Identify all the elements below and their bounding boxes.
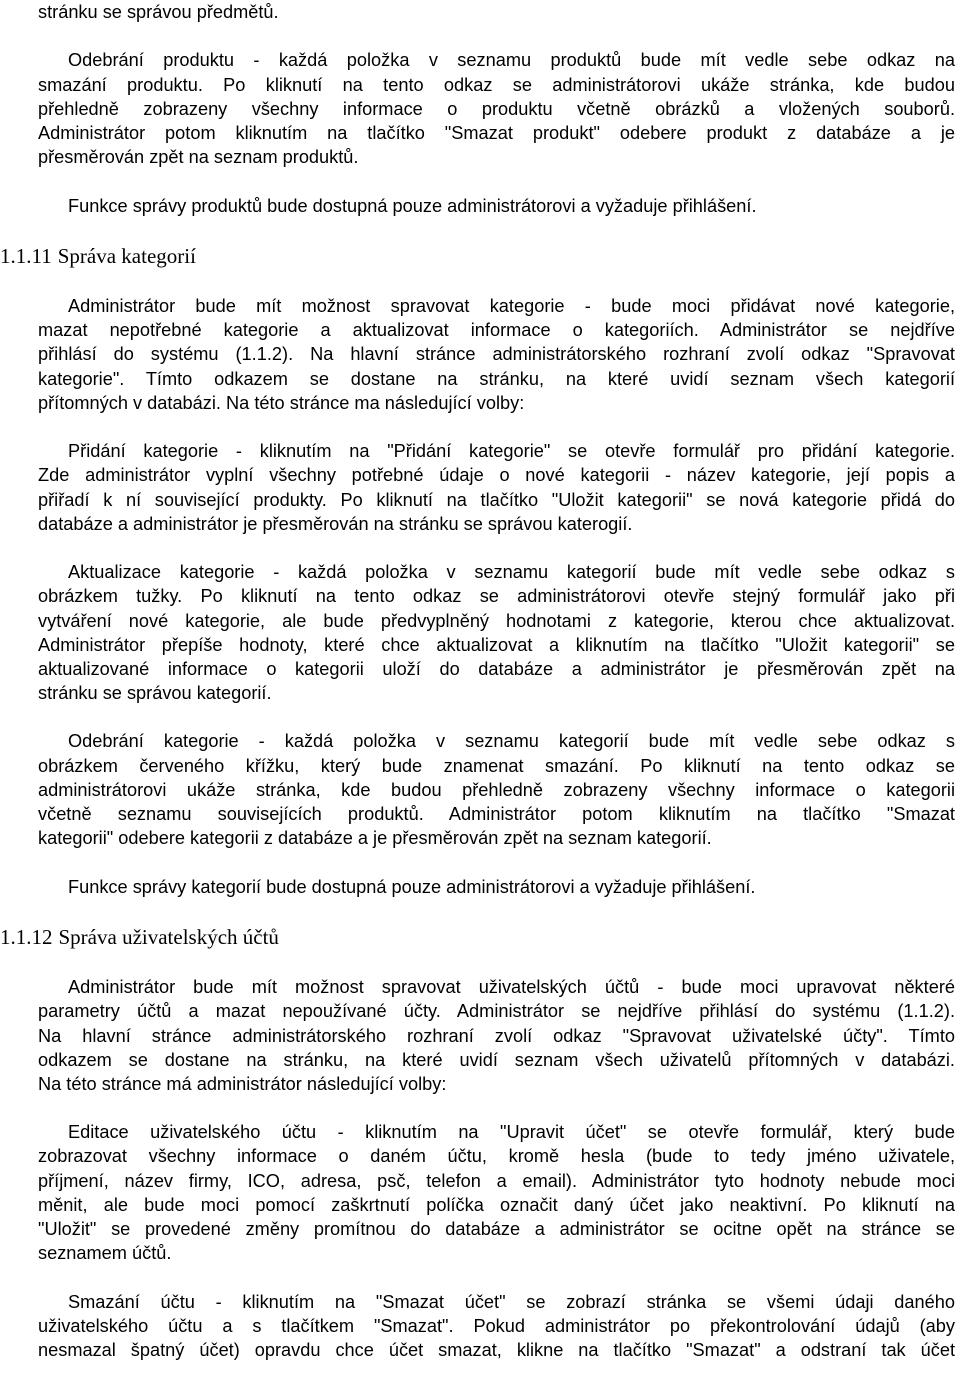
text-line: stránku se správou předmětů. xyxy=(38,2,279,22)
text-line: smazání produktu. Po kliknutí na tento odkaz se administrátorovi ukáže stránka, kde budou xyxy=(38,74,955,95)
text-line: aktualizované informace o kategorii uloží do databáze a administrátor je přesměrován zpět na xyxy=(38,658,955,679)
section-number: 1.1.12 xyxy=(0,924,53,949)
account-delete-paragraph xyxy=(38,1290,955,1363)
text-line: Administrátor přepíše hodnoty, které chce aktualizovat a kliknutím na tlačítko "Uložit kategorii" se xyxy=(38,634,955,655)
text-line: Aktualizace kategorie - každá položka v seznamu kategorií bude mít vedle sebe odkaz s xyxy=(68,562,955,583)
section-heading-categories xyxy=(0,242,955,270)
text-line: databáze a administrátor je přesměrován na stránku se správou katerogií. xyxy=(38,513,633,534)
category-add-paragraph xyxy=(38,439,955,536)
text-line: parametry účtů a mazat nepoužívané účty. Administrátor se nejdříve přihlásí do systému (1.1.2). xyxy=(38,1001,955,1022)
text-line: Smazání účtu - kliknutím na "Smazat účet" se zobrazí stránka se všemi údaji daného xyxy=(68,1291,955,1312)
categories-intro-paragraph xyxy=(38,294,955,415)
text-line: Administrátor bude mít možnost spravovat uživatelských účtů - bude moci upravovat některé xyxy=(68,977,955,998)
text-line: Zde administrátor vyplní všechny potřebné údaje o nové kategorii - název kategorie, její popis a xyxy=(38,465,955,486)
text-line: nesmazal špatný účet) opravdu chce účet smazat, klikne na tlačítko "Smazat" a odstraní tak účet xyxy=(38,1339,955,1360)
section-number: 1.1.11 xyxy=(0,243,52,268)
text-line: přehledně zobrazeny všechny informace o produktu včetně obrázků a vložených souborů. xyxy=(38,98,955,119)
text-line: Na této stránce má administrátor následující volby: xyxy=(38,1073,447,1094)
product-removal-paragraph xyxy=(38,48,955,169)
text-line: administrátorovi ukáže stránka, kde budou přehledně zobrazeny všechny informace o kategorii xyxy=(38,779,955,800)
text-line: Na hlavní stránce administrátorského rozhraní zvolí odkaz "Spravovat uživatelské účty". Tímto xyxy=(38,1025,955,1046)
text-line: včetně seznamu souvisejících produktů. Administrátor potom kliknutím na tlačítko "Smazat xyxy=(38,804,955,824)
text-line: měnit, ale bude moci pomocí zaškrtnutí políčka označit daný účet jako neaktivní. Po kliknutí na xyxy=(38,1194,955,1215)
text-line: přihlásí do systému (1.1.2). Na hlavní stránce administrátorského rozhraní zvolí odkaz "Spravovat xyxy=(38,344,955,365)
product-admin-note: Funkce správy produktů bude dostupná pouze administrátorovi a vyžaduje přihlášení. xyxy=(68,195,757,216)
text-line: obrázkem tužky. Po kliknutí na tento odkaz se administrátorovi otevře stejný formulář jako při xyxy=(38,586,955,607)
text-line: seznamem účtů. xyxy=(38,1243,172,1264)
text-line: přiřadí k ní související produkty. Po kliknutí na tlačítko "Uložit kategorii" se nová kategorie přidá do xyxy=(38,489,955,510)
text-line: přesměrován zpět na seznam produktů. xyxy=(38,147,359,168)
text-line: Editace uživatelského účtu - kliknutím na "Upravit účet" se otevře formulář, který bude xyxy=(68,1122,955,1143)
text-line: kategorii" odebere kategorii z databáze a je přesměrován zpět na seznam kategorií. xyxy=(38,828,712,849)
text-line: Administrátor potom kliknutím na tlačítko "Smazat produkt" odebere produkt z databáze a je xyxy=(38,122,955,143)
account-edit-paragraph xyxy=(38,1120,955,1265)
text-line: mazat nepotřebné kategorie a aktualizovat informace o kategoriích. Administrátor se nejdříve xyxy=(38,320,955,341)
section-heading-accounts xyxy=(0,923,955,951)
section-title: Správa uživatelských účtů xyxy=(58,924,279,949)
category-remove-paragraph xyxy=(38,729,955,850)
text-line: stránku se správou kategorií. xyxy=(38,683,272,704)
text-line: vytváření nové kategorie, ale bude předvyplněný hodnotami z kategorie, kterou chce aktualizovat. xyxy=(38,610,955,631)
accounts-intro-paragraph xyxy=(38,975,955,1096)
text-line: zobrazovat všechny informace o daném účtu, kromě hesla (bude to tedy jméno uživatele, xyxy=(38,1146,955,1167)
text-line: "Uložit" se provedené změny promítnou do databáze a administrátor se ocitne opět na stránce se xyxy=(38,1219,955,1239)
text-line: Odebrání produktu - každá položka v seznamu produktů bude mít vedle sebe odkaz na xyxy=(68,50,955,71)
text-line: Odebrání kategorie - každá položka v seznamu kategorií bude mít vedle sebe odkaz s xyxy=(68,731,955,752)
text-line: přítomných v databázi. Na této stránce ma následující volby: xyxy=(38,392,525,413)
text-line: kategorie". Tímto odkazem se dostane na stránku, na které uvidí seznam všech kategorií xyxy=(38,368,955,389)
section-title: Správa kategorií xyxy=(57,243,196,268)
category-update-paragraph xyxy=(38,560,955,705)
text-line: obrázkem červeného křížku, který bude znamenat smazání. Po kliknutí na tento odkaz se xyxy=(38,755,955,776)
text-line: odkazem se dostane na stránku, na které uvidí seznam všech uživatelů přítomných v databázi. xyxy=(38,1049,955,1070)
text-line: Přidání kategorie - kliknutím na "Přidání kategorie" se otevře formulář pro přidání kategorie. xyxy=(68,441,955,462)
text-line: příjmení, název firmy, ICO, adresa, psč, telefon a email). Administrátor tyto hodnoty nebude moci xyxy=(38,1170,955,1191)
text-line: Administrátor bude mít možnost spravovat kategorie - bude moci přidávat nové kategorie, xyxy=(68,296,955,317)
text-line: uživatelského účtu a s tlačítkem "Smazat". Pokud administrátor po překontrolování údajů (aby xyxy=(38,1315,955,1336)
category-admin-note: Funkce správy kategorií bude dostupná pouze administrátorovi a vyžaduje přihlášení. xyxy=(68,876,756,897)
intro-tail-paragraph xyxy=(38,0,955,24)
